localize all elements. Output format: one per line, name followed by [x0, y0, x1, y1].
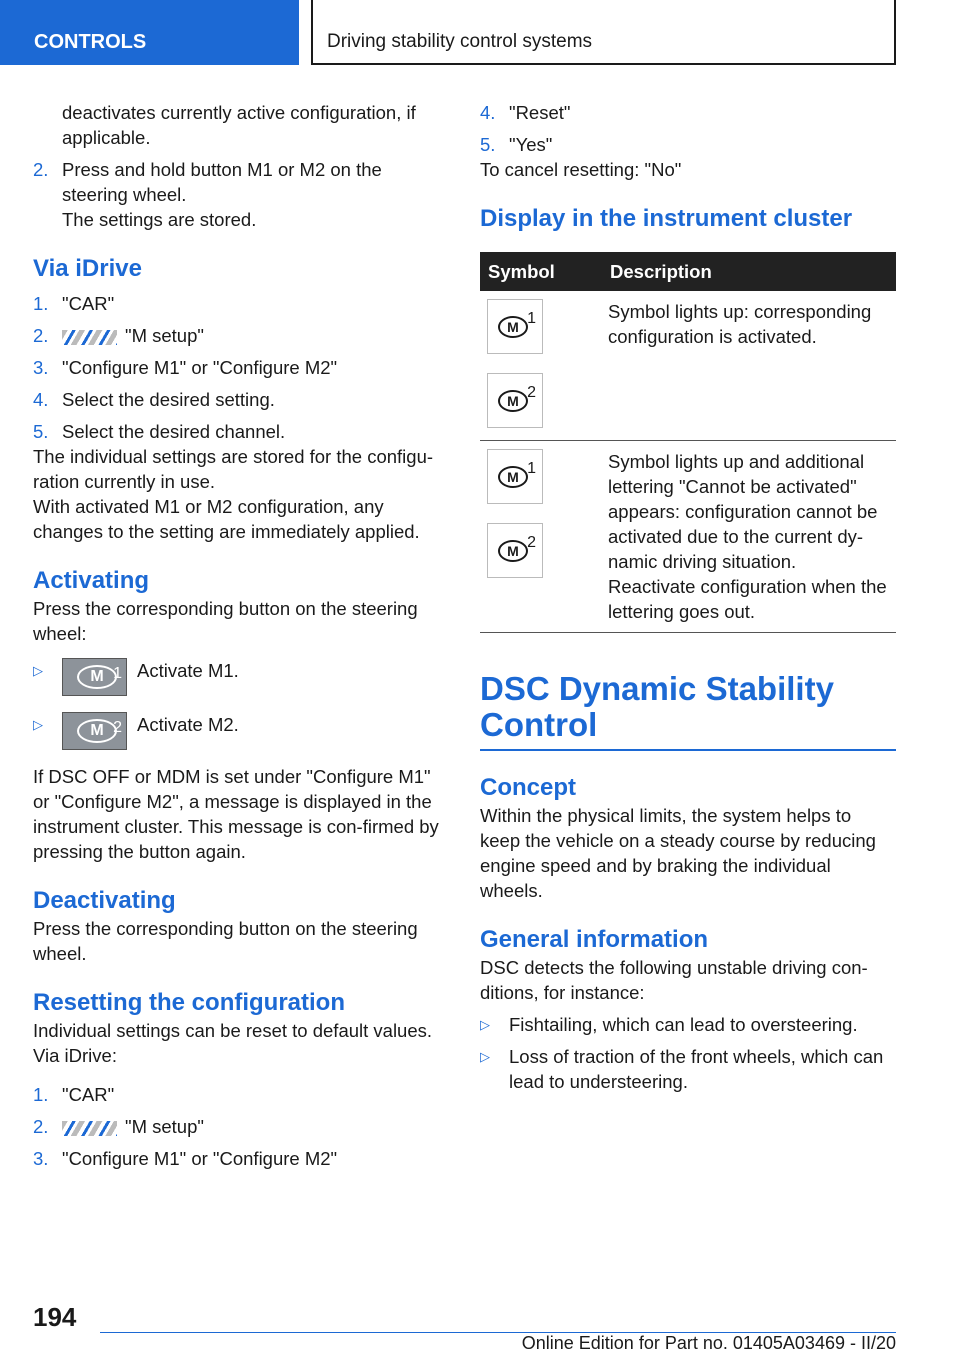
- heading-deactivating: Deactivating: [33, 887, 176, 914]
- paragraph: DSC detects the following unstable driving con‐ditions, for instance:: [480, 957, 868, 1003]
- paragraph: The settings are stored.: [62, 209, 257, 230]
- list-item: [33, 157, 448, 207]
- bullet-icon: ▷: [33, 717, 43, 732]
- list-item: [33, 712, 448, 752]
- list-number: 2.: [33, 159, 49, 180]
- list-text: "Configure M1" or "Configure M2": [62, 1148, 338, 1169]
- m2-button-icon: M 2: [62, 712, 127, 750]
- list-item: [33, 1146, 448, 1171]
- section-tab: CONTROLS: [0, 0, 299, 65]
- heading-activating: Activating: [33, 567, 150, 594]
- footer-edition: Online Edition for Part no. 01405A03469 - II/20: [521, 1333, 896, 1353]
- list-number: 5.: [480, 134, 496, 155]
- paragraph: Via iDrive:: [33, 1045, 117, 1066]
- table-header: Symbol: [480, 252, 602, 291]
- paragraph: Press the corresponding button on the steering wheel.: [33, 918, 418, 964]
- list-item: [480, 132, 896, 157]
- paragraph: deactivates currently active configuration, if applicable.: [62, 102, 416, 148]
- heading-general: General information: [480, 926, 709, 953]
- m1-symbol-icon: M 1: [487, 299, 543, 354]
- symbol-table: [480, 252, 896, 633]
- list-item: [33, 291, 448, 316]
- paragraph: Within the physical limits, the system helps to keep the vehicle on a steady course by reducing engine speed and by braking the individual wheels.: [480, 805, 876, 901]
- list-text: "CAR": [62, 293, 115, 314]
- heading-dsc: DSC Dynamic Stability Control: [480, 671, 896, 751]
- bullet-icon: ▷: [33, 663, 43, 678]
- list-item: [33, 419, 448, 444]
- m2-symbol-icon: M 2: [487, 523, 543, 578]
- list-text: Activate M1.: [137, 660, 239, 681]
- list-text: Fishtailing, which can lead to oversteering.: [509, 1014, 858, 1035]
- right-column: [480, 100, 896, 1094]
- m1-button-icon: M 1: [62, 658, 127, 696]
- table-row: [480, 441, 896, 633]
- heading-resetting: Resetting the configuration: [33, 989, 345, 1016]
- paragraph: Symbol lights up and additional lettering "Cannot be activated" appears: configuration cannot be activated due to the current dy‐namic driving situation.: [608, 451, 878, 572]
- list-text: "M setup": [125, 1116, 204, 1137]
- m-stripes-icon: [62, 330, 117, 345]
- heading-via-idrive: Via iDrive: [33, 255, 142, 282]
- paragraph: The individual settings are stored for the configu‐ration currently in use.: [33, 446, 434, 492]
- list-item: [480, 100, 896, 125]
- bullet-icon: ▷: [480, 1017, 490, 1032]
- table-header: Description: [602, 252, 896, 291]
- left-column: [33, 100, 448, 1171]
- paragraph: With activated M1 or M2 configuration, any changes to the setting are immediately applied.: [33, 496, 420, 542]
- m-stripes-icon: [62, 1121, 117, 1136]
- page-number: 194: [33, 1302, 77, 1332]
- list-text: Press and hold button M1 or M2 on the steering wheel.: [62, 159, 382, 205]
- list-item: [33, 1082, 448, 1107]
- paragraph: Reactivate configuration when the lettering goes out.: [608, 576, 887, 622]
- list-text: Select the desired channel.: [62, 421, 286, 442]
- paragraph: Press the corresponding button on the steering wheel:: [33, 598, 418, 644]
- heading-display: Display in the instrument cluster: [480, 205, 853, 232]
- list-text: Loss of traction of the front wheels, which can lead to understeering.: [509, 1046, 884, 1092]
- list-number: 3.: [33, 1148, 49, 1169]
- table-cell: Symbol lights up: corresponding configuration is activated.: [602, 291, 896, 441]
- table-row: [480, 291, 896, 441]
- list-text: "Configure M1" or "Configure M2": [62, 357, 338, 378]
- bullet-icon: ▷: [480, 1049, 490, 1064]
- list-item: [33, 323, 448, 348]
- list-item: [33, 1114, 448, 1139]
- list-text: "Yes": [509, 134, 553, 155]
- m1-symbol-icon: M 1: [487, 449, 543, 504]
- list-number: 1.: [33, 1084, 49, 1105]
- list-item: [33, 355, 448, 380]
- list-number: 4.: [33, 389, 49, 410]
- list-number: 3.: [33, 357, 49, 378]
- m2-symbol-icon: M 2: [487, 373, 543, 428]
- list-number: 1.: [33, 293, 49, 314]
- list-number: 4.: [480, 102, 496, 123]
- table-cell: [602, 441, 896, 633]
- list-item: [33, 658, 448, 698]
- list-number: 5.: [33, 421, 49, 442]
- heading-concept: Concept: [480, 774, 576, 801]
- paragraph: If DSC OFF or MDM is set under "Configure M1" or "Configure M2", a message is displayed in the instrument cluster. This message is con‐firmed by pressing the button again.: [33, 766, 439, 862]
- list-text: Select the desired setting.: [62, 389, 275, 410]
- list-item: [480, 1012, 896, 1037]
- paragraph: Individual settings can be reset to default values.: [33, 1020, 433, 1041]
- list-item: [480, 1044, 896, 1094]
- list-text: Activate M2.: [137, 714, 239, 735]
- list-number: 2.: [33, 325, 49, 346]
- paragraph: To cancel resetting: "No": [480, 159, 682, 180]
- list-item: [33, 387, 448, 412]
- list-text: "Reset": [509, 102, 571, 123]
- list-text: "CAR": [62, 1084, 115, 1105]
- page-title: Driving stability control systems: [311, 0, 896, 65]
- list-text: "M setup": [125, 325, 204, 346]
- list-number: 2.: [33, 1116, 49, 1137]
